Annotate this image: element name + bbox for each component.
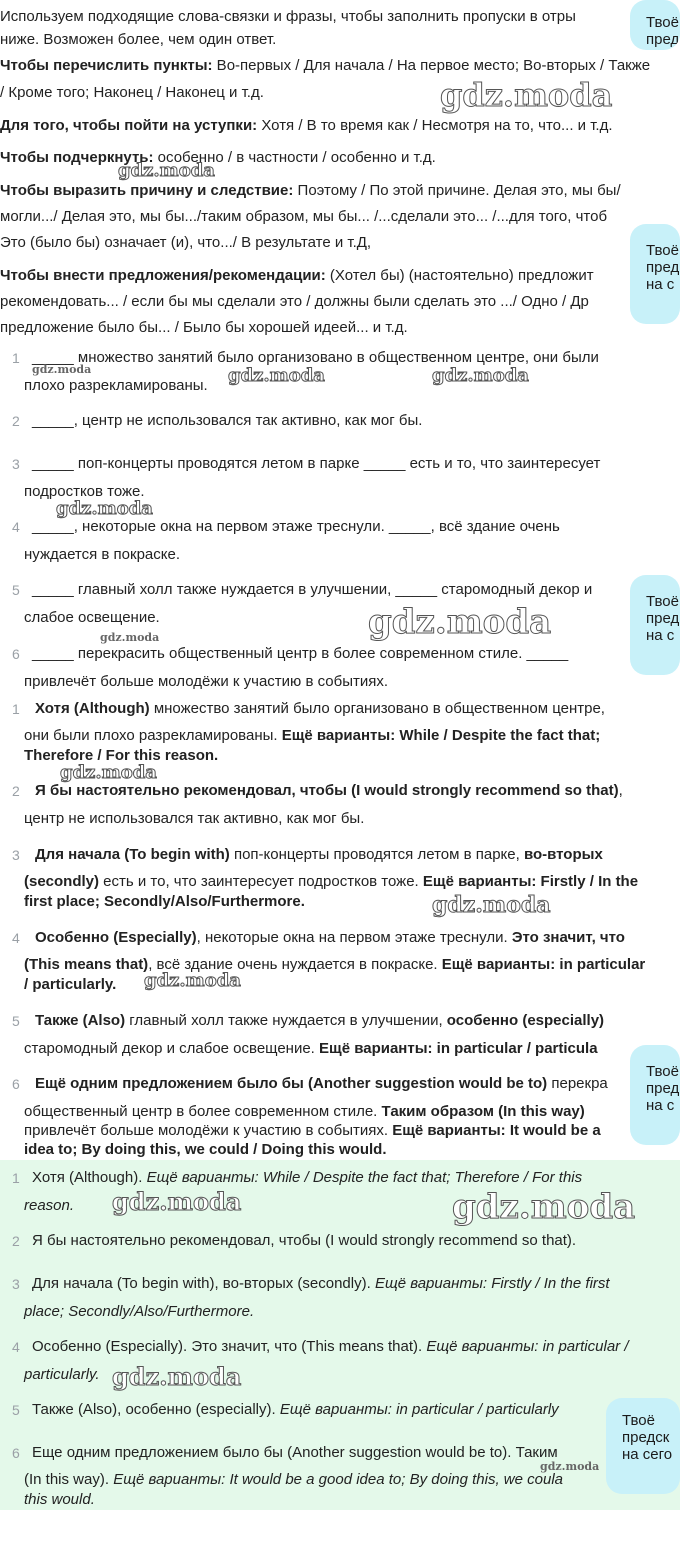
promo-text: на сего [622,1446,673,1463]
rule-cause-effect: Чтобы выразить причину и следствие: Поэтому / По этой причине. Делая это, мы бы/ [0,182,621,199]
answer-text: Также (Also) главный холл также нуждается в улучшении, особенно (especially) [35,1012,605,1029]
short-text: Хотя (Although). Ещё варианты: While / Despite the fact that; Therefore / For this [32,1169,583,1186]
answer-text: idea to; By doing this, we could / Doing this would. [24,1141,387,1158]
answer-text: Для начала (To begin with) поп-концерты проводятся летом в парке, во-вторых [35,846,603,863]
answer-text: first place; Secondly/Also/Furthermore. [24,893,305,910]
promo-text: на с [646,627,675,644]
promo-bubble[interactable] [630,575,680,675]
promo-text: пред [646,259,680,276]
task-number: 3 [12,456,20,472]
rule-listing: Чтобы перечислить пункты: Во-первых / Для начала / На первое место; Во-вторых / Также [0,57,651,74]
promo-bubble[interactable] [630,1045,680,1145]
promo-text: пред [646,1080,680,1097]
task-text: плохо разрекламированы. [24,377,208,394]
watermark-logo: gdz.moda [228,365,325,386]
promo-text: Твоё [622,1412,655,1429]
watermark-logo: gdz.moda [144,970,241,991]
task-text: _____, центр не использовался так активно, как мог бы. [32,412,423,429]
short-text: Особенно (Especially). Это значит, что (This means that). Ещё варианты: in particular / [32,1338,629,1355]
rule-suggestions: Чтобы внести предложения/рекомендации: (Хотел бы) (настоятельно) предложит [0,267,594,284]
watermark-logo: gdz.moda [56,498,153,519]
short-text: reason. [24,1197,75,1214]
short-text: Также (Also), особенно (especially). Ещё варианты: in particular / particularly [32,1401,559,1418]
answer-text: (secondly) есть и то, что заинтересует подростков тоже. Ещё варианты: Firstly / In the [24,873,639,890]
promo-text: пред [646,610,680,627]
answer-number: 3 [12,847,20,863]
watermark-logo: gdz.moda [368,602,552,642]
short-text: this would. [24,1491,95,1508]
intro-line-1: Используем подходящие слова-связки и фразы, чтобы заполнить пропуски в отры [0,8,576,25]
watermark-logo: gdz.moda [100,631,160,644]
task-text: нуждается в покраске. [24,546,181,563]
rule-suggestions-cont: рекомендовать... / если бы мы сделали это / должны были сделать это .../ Одно / Др [0,293,589,310]
task-number: 6 [12,646,20,662]
task-text: слабое освещение. [24,609,160,626]
promo-text: Твоё [646,14,679,31]
watermark-logo: gdz.moda [118,160,215,181]
watermark-logo: gdz.moda [540,1460,600,1473]
short-number: 3 [12,1276,20,1292]
short-text: Для начала (To begin with), во-вторых (secondly). Ещё варианты: Firstly / In the first [32,1275,610,1292]
task-text: привлечёт больше молодёжи к участию в событиях. [24,673,389,690]
short-text: Я бы настоятельно рекомендовал, чтобы (I would strongly recommend so that). [32,1232,577,1249]
watermark-logo: gdz.moda [60,762,157,783]
rule-listing-cont: / Кроме того; Наконец / Наконец и т.д. [0,84,264,101]
answer-number: 5 [12,1013,20,1029]
watermark-logo: gdz.moda [32,363,92,376]
rule-concession: Для того, чтобы пойти на уступки: Хотя / В то время как / Несмотря на то, что... и т.д. [0,117,613,134]
promo-bubble[interactable] [606,1398,680,1494]
promo-bubble[interactable] [630,224,680,324]
rule-suggestions-cont2: предложение было бы... / Было бы хорошей идеей... и т.д. [0,319,408,336]
rule-emphasis: Чтобы подчеркнуть: особенно / в частности / особенно и т.д. [0,149,436,166]
short-text: particularly. [24,1366,100,1383]
rule-cause-effect-cont2: Это (было бы) означает (и), что.../ В результате и т.Д, [0,234,372,251]
answer-text: (This means that), всё здание очень нуждается в покраске. Ещё варианты: in particular [24,956,646,973]
task-text: _____ главный холл также нуждается в улучшении, _____ старомодный декор и [32,581,593,598]
task-text: _____ поп-концерты проводятся летом в парке _____ есть и то, что заинтересует [32,455,601,472]
short-text: place; Secondly/Also/Furthermore. [24,1303,255,1320]
task-number: 1 [12,350,20,366]
watermark-logo: gdz.moda [432,892,551,918]
answer-text: Therefore / For this reason. [24,747,219,764]
promo-text: Твоё [646,242,679,259]
rule-cause-effect-cont: могли.../ Делая это, мы бы.../таким образом, мы бы... /...сделали это... /...для того, чтоб [0,208,608,225]
short-number: 6 [12,1445,20,1461]
answer-text: привлечёт больше молодёжи к участию в событиях. Ещё варианты: It would be a [24,1122,601,1139]
watermark-logo: gdz.moda [440,76,613,114]
task-text: _____ множество занятий было организовано в общественном центре, они были [32,349,599,366]
answer-text: Особенно (Especially), некоторые окна на первом этаже треснули. Это значит, что [35,929,625,946]
watermark-logo: gdz.moda [112,1362,242,1391]
answer-number: 2 [12,783,20,799]
answer-text: старомодный декор и слабое освещение. Ещё варианты: in particular / particula [24,1040,598,1057]
answer-text: Хотя (Although) множество занятий было организовано в общественном центре, [35,700,605,717]
short-number: 2 [12,1233,20,1249]
short-number: 5 [12,1402,20,1418]
short-text: Еще одним предложением было бы (Another suggestion would be to). Таким [32,1444,558,1461]
promo-text: пред [646,31,680,48]
task-text: _____ перекрасить общественный центр в более современном стиле. _____ [32,645,569,662]
answer-number: 6 [12,1076,20,1092]
answer-number: 4 [12,930,20,946]
answer-number: 1 [12,701,20,717]
task-text: _____, некоторые окна на первом этаже треснули. _____, всё здание очень [32,518,560,535]
answer-text: / particularly. [24,976,117,993]
answer-text: Я бы настоятельно рекомендовал, чтобы (I would strongly recommend so that), [35,782,623,799]
promo-bubble[interactable] [630,0,680,50]
short-number: 4 [12,1339,20,1355]
answer-text: Ещё одним предложением было бы (Another suggestion would be to) перекра [35,1075,608,1092]
task-number: 4 [12,519,20,535]
task-number: 5 [12,582,20,598]
answer-text: центр не использовался так активно, как мог бы. [24,810,365,827]
task-number: 2 [12,413,20,429]
task-text: подростков тоже. [24,483,145,500]
promo-text: на с [646,1097,675,1114]
answer-text: они были плохо разрекламированы. Ещё варианты: While / Despite the fact that; [24,727,601,744]
answer-text: общественный центр в более современном стиле. Таким образом (In this way) [24,1103,585,1120]
promo-text: Твоё [646,593,679,610]
intro-line-2: ниже. Возможен более, чем один ответ. [0,31,277,48]
short-number: 1 [12,1170,20,1186]
promo-text: Твоё [646,1063,679,1080]
short-text: (In this way). Ещё варианты: It would be a good idea to; By doing this, we coula [24,1471,564,1488]
watermark-logo: gdz.moda [432,365,529,386]
promo-text: предск [622,1429,670,1446]
promo-text: на с [646,276,675,293]
watermark-logo: gdz.moda [452,1187,636,1227]
watermark-logo: gdz.moda [112,1187,242,1216]
